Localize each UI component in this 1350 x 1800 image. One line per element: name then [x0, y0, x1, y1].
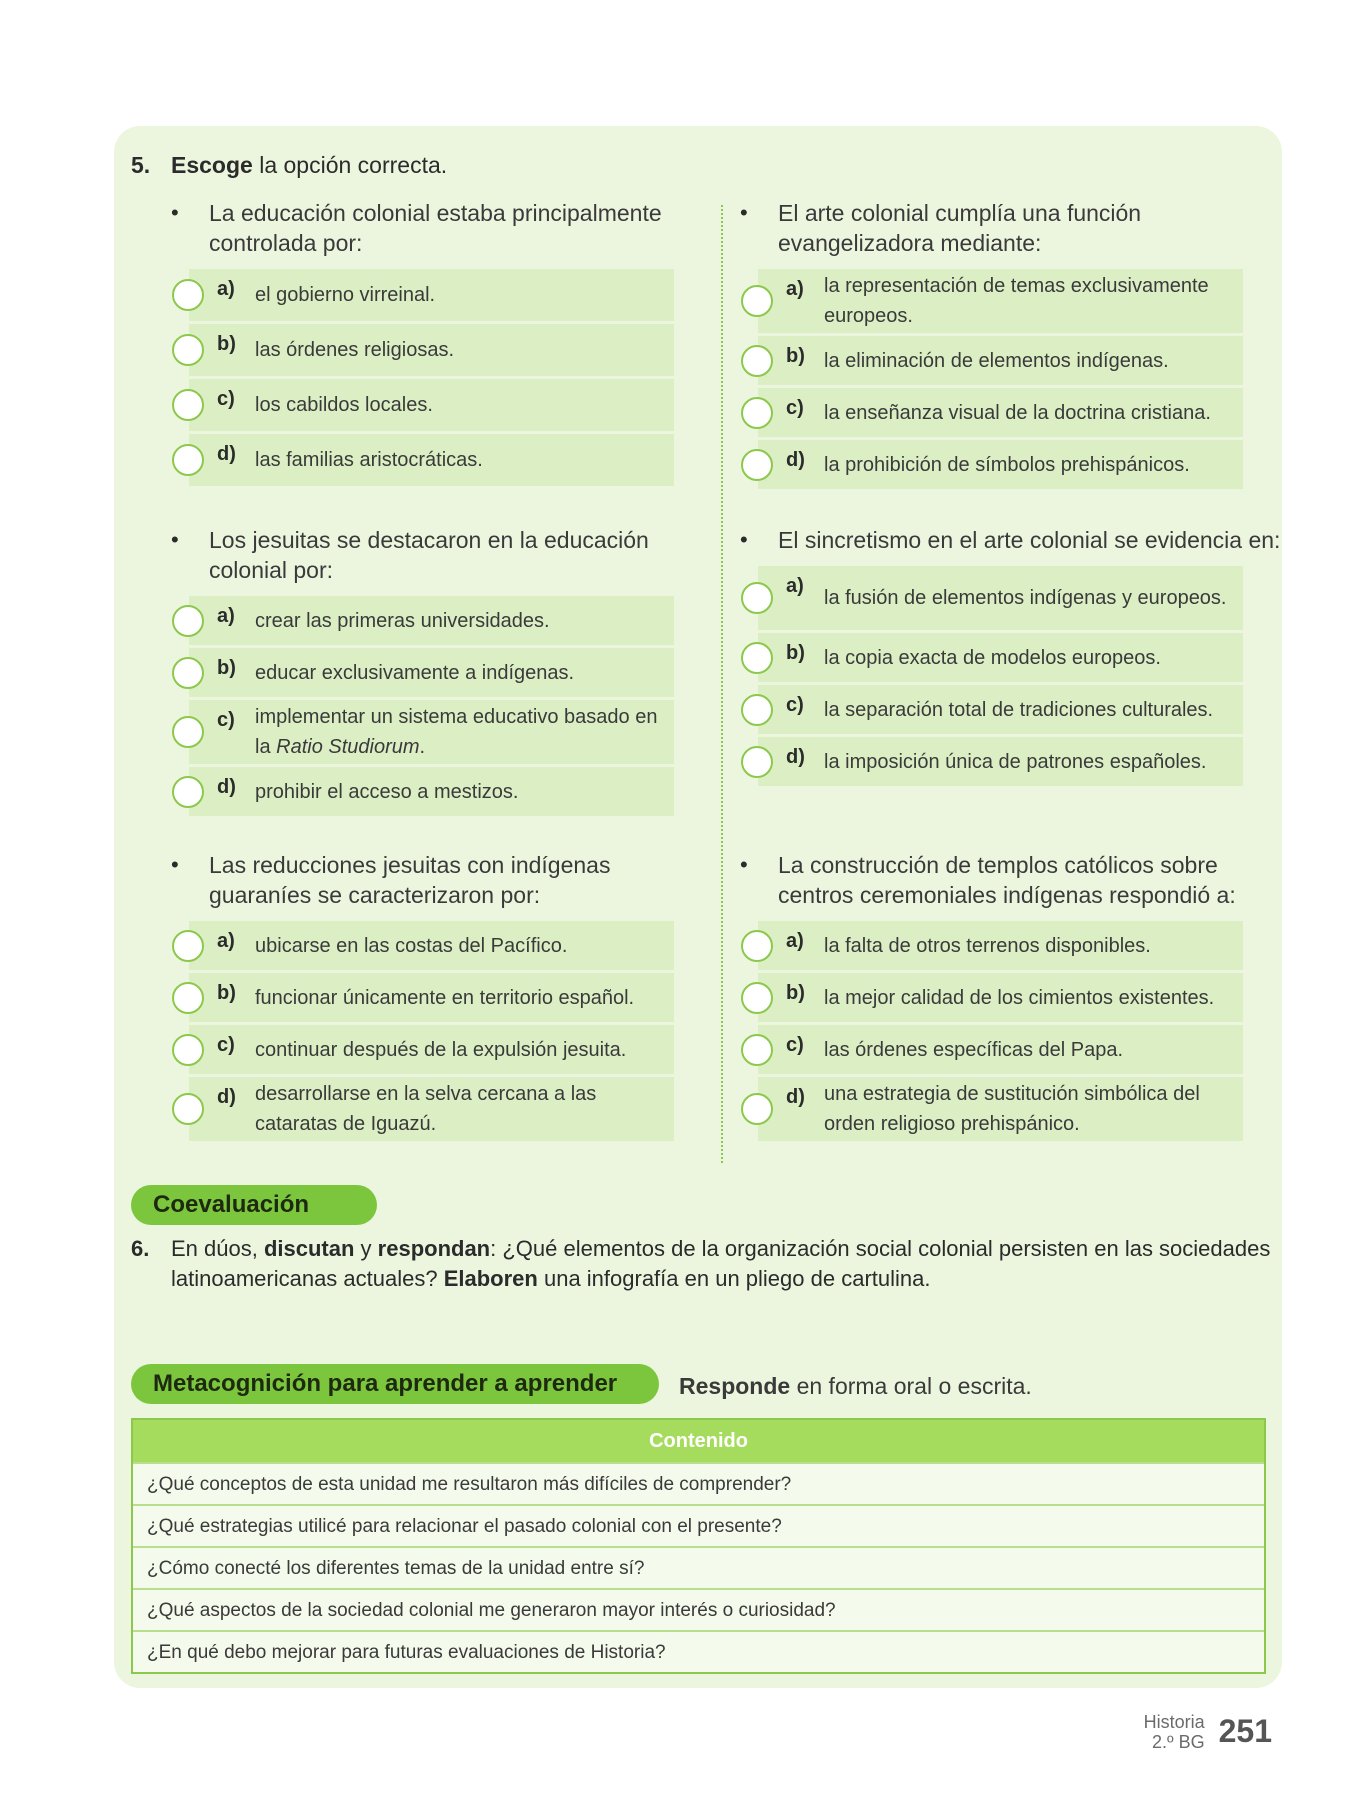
options-list — [740, 269, 1288, 489]
option-b[interactable]: b) la mejor calidad de los cimientos existentes. — [758, 973, 1243, 1022]
options-list — [171, 921, 719, 1141]
answer-circle-icon[interactable] — [741, 345, 773, 377]
answer-circle-icon[interactable] — [172, 930, 204, 962]
answer-circle-icon[interactable] — [172, 982, 204, 1014]
answer-circle-icon[interactable] — [741, 1034, 773, 1066]
option-c[interactable]: c) implementar un sistema educativo basado en la Ratio Studiorum. — [189, 700, 674, 764]
metacognicion-label: Metacognición para aprender a aprender — [131, 1364, 659, 1404]
question-6 — [131, 1234, 1271, 1294]
answer-circle-icon[interactable] — [741, 982, 773, 1014]
question-block-6 — [740, 850, 1288, 1144]
option-c[interactable]: c) la separación total de tradiciones culturales. — [758, 685, 1243, 734]
question-number: 6. — [131, 1236, 150, 1261]
option-d[interactable]: d) la imposición única de patrones españoles. — [758, 737, 1243, 786]
question-stem: • El sincretismo en el arte colonial se evidencia en: — [740, 527, 1281, 553]
answer-circle-icon[interactable] — [172, 605, 204, 637]
column-divider — [721, 205, 723, 1163]
answer-circle-icon[interactable] — [741, 1093, 773, 1125]
option-b[interactable]: b) la eliminación de elementos indígenas. — [758, 336, 1243, 385]
option-c[interactable]: c) las órdenes específicas del Papa. — [758, 1025, 1243, 1074]
answer-circle-icon[interactable] — [172, 657, 204, 689]
options-list — [740, 566, 1288, 786]
option-b[interactable]: b) la copia exacta de modelos europeos. — [758, 633, 1243, 682]
answer-circle-icon[interactable] — [172, 1093, 204, 1125]
instruction-verb: Escoge — [171, 152, 253, 178]
option-a[interactable]: a) la fusión de elementos indígenas y europeos. — [758, 566, 1243, 630]
coevaluacion-label: Coevaluación — [131, 1185, 377, 1225]
answer-circle-icon[interactable] — [172, 444, 204, 476]
table-row: ¿Cómo conecté los diferentes temas de la unidad entre sí? — [133, 1546, 1264, 1588]
option-d[interactable]: d) la prohibición de símbolos prehispánicos. — [758, 440, 1243, 489]
options-list — [171, 596, 719, 816]
question-stem: • Las reducciones jesuitas con indígenas guaraníes se caracterizaron por: — [171, 852, 611, 908]
bullet-icon: • — [171, 200, 179, 225]
option-a[interactable]: a) crear las primeras universidades. — [189, 596, 674, 645]
page-number: 251 — [1218, 1713, 1272, 1749]
instruction-text: la opción correcta. — [252, 152, 448, 178]
option-d[interactable]: d) desarrollarse en la selva cercana a las cataratas de Iguazú. — [189, 1077, 674, 1141]
answer-circle-icon[interactable] — [741, 694, 773, 726]
option-d[interactable]: d) prohibir el acceso a mestizos. — [189, 767, 674, 816]
table-row: ¿Qué estrategias utilicé para relacionar el pasado colonial con el presente? — [133, 1504, 1264, 1546]
answer-circle-icon[interactable] — [172, 1034, 204, 1066]
answer-circle-icon[interactable] — [172, 776, 204, 808]
bullet-icon: • — [171, 527, 179, 552]
page-footer — [1144, 1712, 1272, 1752]
options-list — [171, 269, 719, 486]
question-block-1 — [171, 198, 719, 489]
option-c[interactable]: c) continuar después de la expulsión jesuita. — [189, 1025, 674, 1074]
question-block-2 — [740, 198, 1288, 492]
table-row: ¿Qué conceptos de esta unidad me resultaron más difíciles de comprender? — [133, 1462, 1264, 1504]
option-b[interactable]: b) funcionar únicamente en territorio español. — [189, 973, 674, 1022]
answer-circle-icon[interactable] — [172, 279, 204, 311]
answer-circle-icon[interactable] — [172, 334, 204, 366]
option-a[interactable]: a) el gobierno virreinal. — [189, 269, 674, 321]
subject-label: Historia 2.º BG — [1143, 1712, 1205, 1752]
answer-circle-icon[interactable] — [172, 389, 204, 421]
question-5-title — [131, 152, 447, 179]
answer-circle-icon[interactable] — [741, 930, 773, 962]
question-block-5 — [171, 850, 719, 1144]
options-list — [740, 921, 1288, 1141]
question-block-3 — [171, 525, 719, 819]
answer-circle-icon[interactable] — [741, 285, 773, 317]
option-a[interactable]: a) la representación de temas exclusivamente europeos. — [758, 269, 1243, 333]
table-row: ¿En qué debo mejorar para futuras evaluaciones de Historia? — [133, 1630, 1264, 1672]
option-c[interactable]: c) la enseñanza visual de la doctrina cristiana. — [758, 388, 1243, 437]
answer-circle-icon[interactable] — [741, 449, 773, 481]
option-d[interactable]: d) una estrategia de sustitución simbólica del orden religioso prehispánico. — [758, 1077, 1243, 1141]
answer-circle-icon[interactable] — [741, 746, 773, 778]
question-stem: • El arte colonial cumplía una función evangelizadora mediante: — [740, 200, 1142, 256]
option-b[interactable]: b) las órdenes religiosas. — [189, 324, 674, 376]
bullet-icon: • — [171, 852, 179, 877]
table-row: ¿Qué aspectos de la sociedad colonial me generaron mayor interés o curiosidad? — [133, 1588, 1264, 1630]
response-instruction: Responde en forma oral o escrita. — [679, 1373, 1032, 1399]
answer-circle-icon[interactable] — [172, 716, 204, 748]
question-stem: • La construcción de templos católicos sobre centros ceremoniales indígenas respondió a: — [740, 852, 1236, 908]
metacognition-table — [131, 1418, 1266, 1674]
option-d[interactable]: d) las familias aristocráticas. — [189, 434, 674, 486]
bullet-icon: • — [740, 852, 748, 877]
option-a[interactable]: a) ubicarse en las costas del Pacífico. — [189, 921, 674, 970]
question-stem: • Los jesuitas se destacaron en la educación colonial por: — [171, 527, 649, 583]
answer-circle-icon[interactable] — [741, 642, 773, 674]
table-header: Contenido — [133, 1420, 1264, 1462]
answer-circle-icon[interactable] — [741, 582, 773, 614]
question-stem: • La educación colonial estaba principalmente controlada por: — [171, 200, 662, 256]
option-c[interactable]: c) los cabildos locales. — [189, 379, 674, 431]
answer-circle-icon[interactable] — [741, 397, 773, 429]
option-a[interactable]: a) la falta de otros terrenos disponibles. — [758, 921, 1243, 970]
option-b[interactable]: b) educar exclusivamente a indígenas. — [189, 648, 674, 697]
question-number: 5. — [131, 152, 151, 178]
bullet-icon: • — [740, 200, 748, 225]
bullet-icon: • — [740, 527, 748, 552]
question-6-text: En dúos, discutan y respondan: ¿Qué elementos de la organización social colonial persisten en las sociedades latinoamericanas actuales? Elaboren una infografía en un pliego de cartulina. — [171, 1236, 1271, 1291]
question-block-4 — [740, 525, 1288, 789]
